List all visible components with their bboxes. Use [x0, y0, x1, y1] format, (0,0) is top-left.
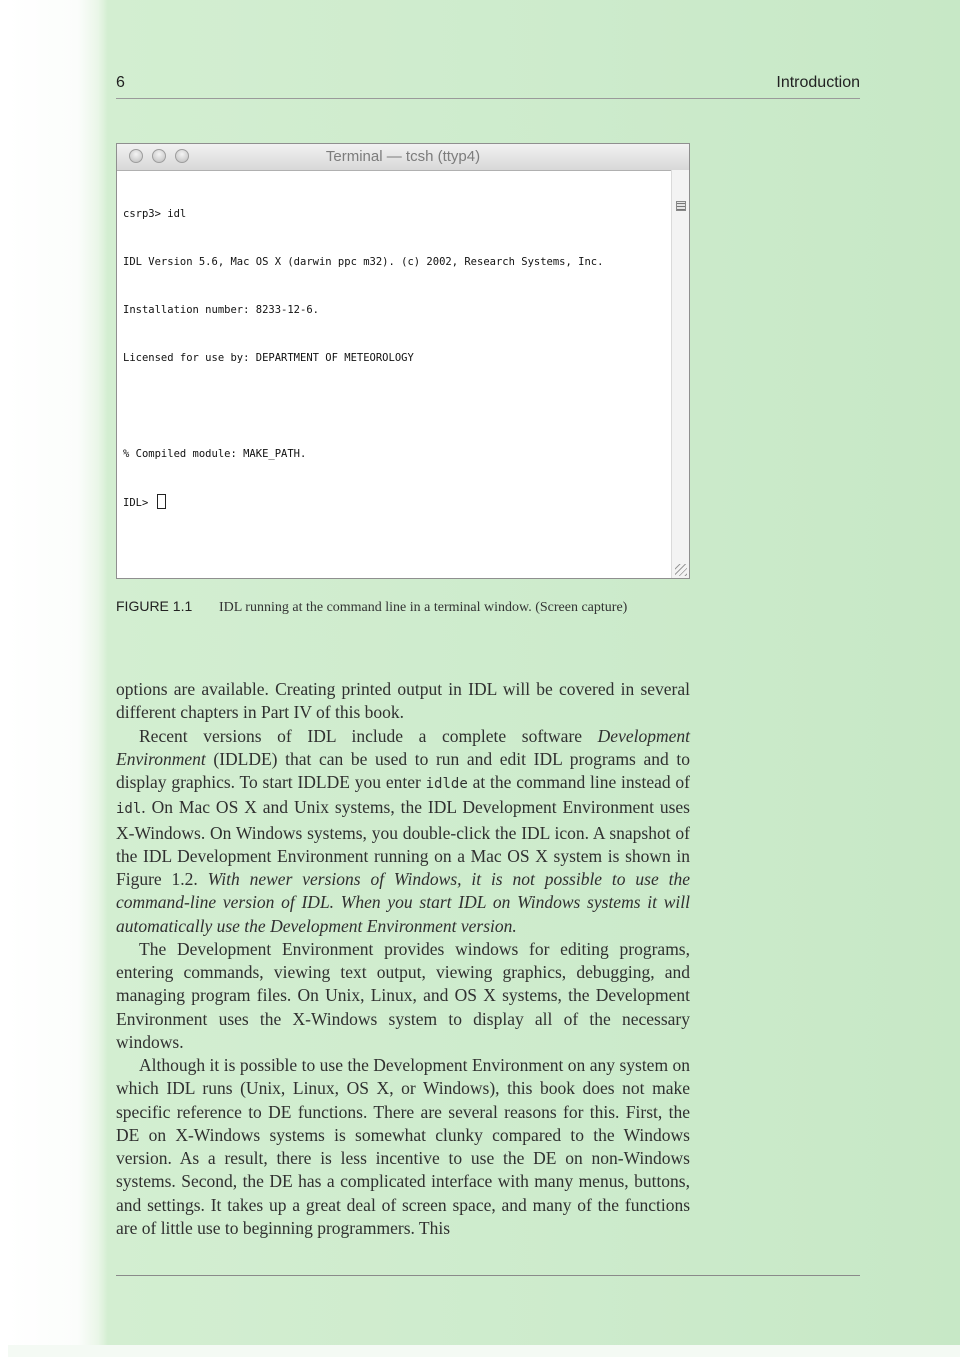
figure-caption-text: IDL running at the command line in a terminal window. (Screen capture) — [219, 600, 628, 615]
italic-term: Development Environment — [116, 725, 690, 769]
running-head — [116, 72, 860, 99]
terminal-title: Terminal — tcsh (ttyp4) — [325, 148, 481, 165]
terminal-prompt-line — [123, 494, 671, 510]
terminal-scrollbar — [671, 170, 689, 578]
figure-caption — [116, 598, 816, 616]
figure-label: FIGURE 1.1 — [116, 598, 193, 614]
italic-note: With newer versions of Windows, it is not possible to use the command-line version of IDL. When you start IDL on Windows systems it will automatically use the Development Environment version. — [116, 869, 690, 936]
body-text — [116, 678, 690, 1240]
text-cursor-icon — [157, 494, 166, 509]
text-run: . On Mac OS X and Unix systems, the IDL Development Environment uses X-Windows. On Windows systems, you double-click the IDL icon. A snapshot of the IDL Development Environment running on a Mac OS X system is shown in Figure 1.2. — [116, 797, 690, 889]
resize-grip-icon — [675, 564, 687, 576]
terminal-line: Licensed for use by: DEPARTMENT OF METEOROLOGY — [123, 352, 414, 364]
code-term: idlde — [425, 776, 468, 792]
terminal-line: Installation number: 8233-12-6. — [123, 304, 319, 316]
page-number: 6 — [116, 74, 125, 91]
terminal-output — [123, 174, 671, 542]
book-page — [8, 0, 960, 1357]
terminal-titlebar — [117, 144, 689, 171]
code-term: idl — [116, 801, 142, 818]
terminal-line — [123, 398, 671, 414]
paragraph: The Development Environment provides windows for editing programs, entering commands, viewing text output, viewing graphics, debugging, and managing program files. On Unix, Linux, and OS X systems, the Development Environment uses the X-Windows system to display all of the necessary windows. — [116, 938, 690, 1052]
section-title: Introduction — [776, 74, 860, 91]
terminal-line: % Compiled module: MAKE_PATH. — [123, 448, 307, 460]
paragraph: options are available. Creating printed output in IDL will be covered in several different chapters in Part IV of this book. — [116, 679, 690, 723]
text-run: Recent versions of IDL include a complete software — [139, 725, 598, 746]
footer-rule — [116, 1275, 860, 1276]
text-run: at the command line instead of — [467, 772, 691, 792]
scrollbar-thumb-icon — [676, 201, 686, 211]
paragraph — [116, 725, 690, 938]
idl-prompt: IDL> — [123, 497, 155, 509]
terminal-line: csrp3> idl — [123, 208, 187, 220]
terminal-window-screenshot — [116, 143, 690, 579]
text-run: (IDLDE) that can be used to run and edit IDL programs and to display graphics. To start IDLDE you enter — [116, 748, 690, 792]
terminal-line: IDL Version 5.6, Mac OS X (darwin ppc m32). (c) 2002, Research Systems, Inc. — [123, 256, 604, 268]
paragraph: Although it is possible to use the Development Environment on any system on which IDL runs (Unix, Linux, OS X, or Windows), this book does not make specific reference to DE functions. There are several reasons for this. First, the DE on X-Windows systems is somewhat clunky compared to the Windows version. As a result, there is less incentive to use the DE on non-Windows systems. Second, the DE has a complicated interface with many menus, buttons, and settings. It takes up a great deal of screen space, and many of the functions are of little use to beginning programmers. This — [116, 1055, 690, 1238]
